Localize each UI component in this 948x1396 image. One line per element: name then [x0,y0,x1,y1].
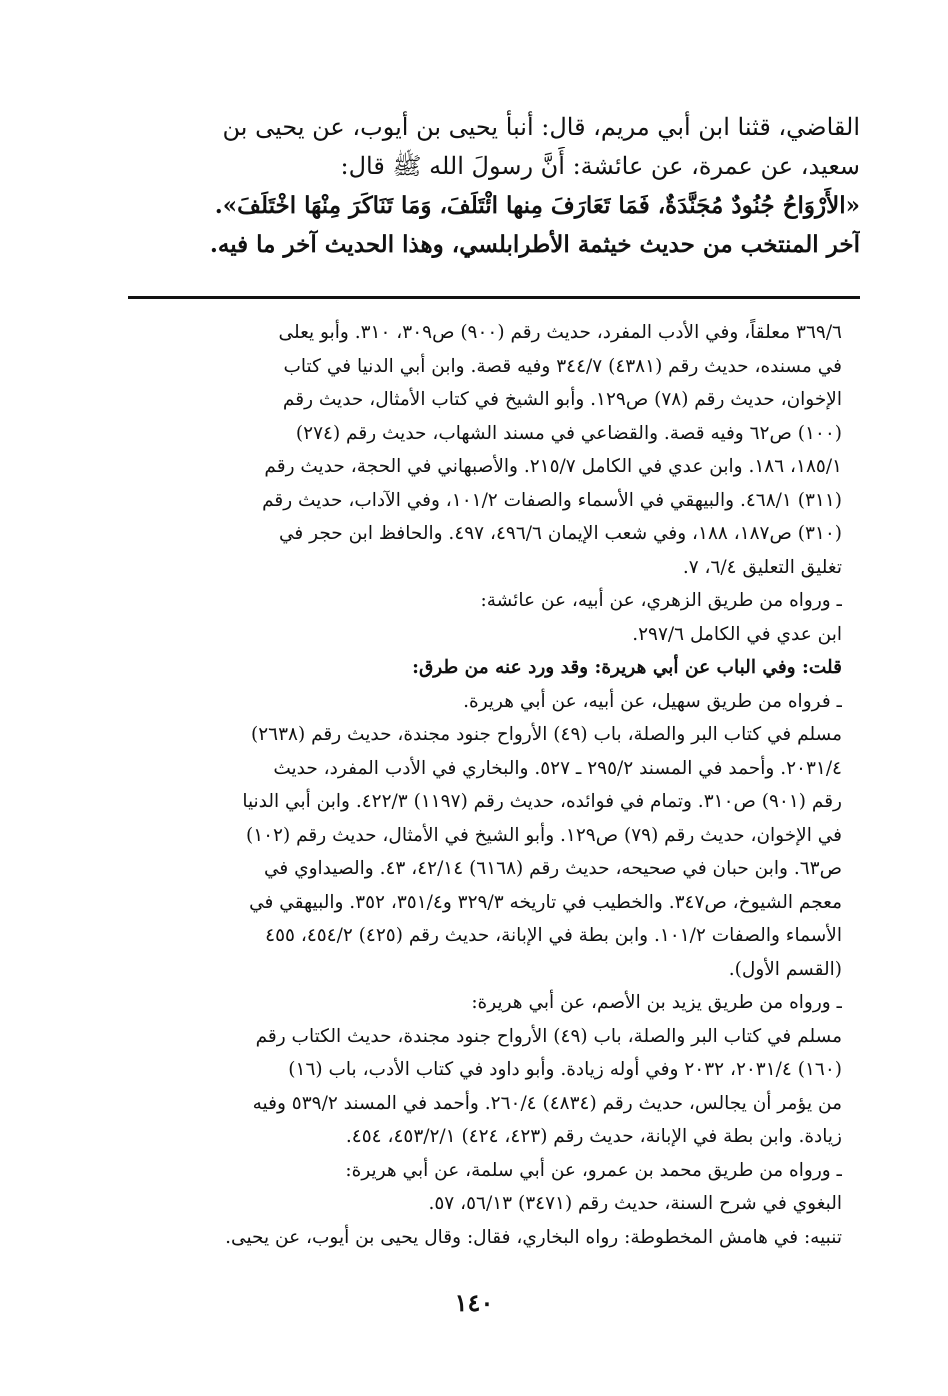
footnote-line: مسلم في كتاب البر والصلة، باب (٤٩) الأرواح جنود مجندة، حديث الكتاب رقم [255,1025,842,1047]
footnote-line: تغليق التعليق ٦/٤، ٧. [682,556,842,578]
hadith-text-line: «الأَرْوَاحُ جُنُودٌ مُجَنَّدَةٌ، فَمَا تَعَارَفَ مِنها ائْتَلَفَ، وَمَا تَنَاكَرَ مِنْهَا اخْتَلَفَ». [214,192,860,219]
footnote-line: ـ فرواه من طريق سهيل، عن أبيه، عن أبي هريرة. [463,690,842,712]
main-text-block [118,108,860,264]
footnote-line: (٣١٠) ص١٨٧، ١٨٨، وفي شعب الإيمان ٤٩٦/٦، ٤٩٧. والحافظ ابن حجر في [278,523,842,544]
footnote-line: ٣٦٩/٦ معلقاً، وفي الأدب المفرد، حديث رقم (٩٠٠) ص٣٠٩، ٣١٠. وأبو يعلى [278,322,842,343]
footnote-divider [128,296,860,299]
footnote-line: زيادة. وابن بطة في الإبانة، حديث رقم (٤٢٣، ٤٢٤) ٤٥٣/٢/١، ٤٥٤. [345,1126,842,1147]
footnote-line: ص٦٣. وابن حبان في صحيحه، حديث رقم (٦١٦٨) ٤٢/١٤، ٤٣. والصيداوي في [263,858,842,879]
main-text-line: سعيد، عن عمرة، عن عائشة: أَنَّ رسولَ الله ﷺ قال: [340,152,860,180]
footnote-line: مسلم في كتاب البر والصلة، باب (٤٩) الأرواح جنود مجندة، حديث رقم (٢٦٣٨) [251,724,842,745]
footnote-line: في مسنده، حديث رقم (٤٣٨١) ٣٤٤/٧ وفيه قصة. وابن أبي الدنيا في كتاب [283,355,842,377]
footnote-line: رقم (٩٠١) ص٣١٠. وتمام في فوائده، حديث رقم (١١٩٧) ٤٢٢/٣. وابن أبي الدنيا [242,791,842,812]
footnote-line: تنبيه: في هامش المخطوطة: رواه البخاري، فقال: وقال يحيى بن أيوب، عن يحيى. [225,1226,842,1248]
closing-text-line: آخر المنتخب من حديث خيثمة الأطرابلسي، وهذا الحديث آخر ما فيه. [209,231,860,258]
footnote-note-heading: قلت: وفي الباب عن أبي هريرة: وقد ورد عنه من طرق: [412,657,842,678]
footnote-line: من يؤمر أن يجالس، حديث رقم (٤٨٣٤) ٢٦٠/٤. وأحمد في المسند ٥٣٩/٢ وفيه [252,1092,842,1114]
footnote-line: الإخوان، حديث رقم (٧٨) ص١٢٩. وأبو الشيخ في كتاب الأمثال، حديث رقم [282,389,842,410]
footnote-line: البغوي في شرح السنة، حديث رقم (٣٤٧١) ٥٦/١٣، ٥٧. [428,1193,842,1214]
footnote-line: ـ ورواه من طريق محمد بن عمرو، عن أبي سلمة، عن أبي هريرة: [345,1159,842,1181]
footnote-line: ١٨٥/١، ١٨٦. وابن عدي في الكامل ٢١٥/٧. والأصبهاني في الحجة، حديث رقم [264,456,842,477]
footnote-line: (١٦٠) ٢٠٣١/٤، ٢٠٣٢ وفي أوله زيادة. وأبو داود في كتاب الأدب، باب (١٦) [288,1059,842,1080]
page-number: ١٤٠ [454,1288,494,1317]
footnote-line: ٢٠٣١/٤. وأحمد في المسند ٢٩٥/٢ ـ ٥٢٧. والبخاري في الأدب المفرد، حديث [273,757,842,779]
footnote-line: الأسماء والصفات ١٠١/٢. وابن بطة في الإبانة، حديث رقم (٤٢٥) ٤٥٤/٢، ٤٥٥ [265,925,842,946]
footnote-line: (١٠٠) ص٦٢ وفيه قصة. والقضاعي في مسند الشهاب، حديث رقم (٢٧٤) [295,422,842,444]
footnote-line: في الإخوان، حديث رقم (٧٩) ص١٢٩. وأبو الشيخ في الأمثال، حديث رقم (١٠٢) [245,824,842,846]
footnote-line: معجم الشيوخ، ص٣٤٧. والخطيب في تاريخه ٣٢٩/٣ و٣٥١/٤، ٣٥٢. والبيهقي في [249,891,842,913]
footnote-line: (٣١١) ٤٦٨/١. والبيهقي في الأسماء والصفات ١٠١/٢، وفي الآداب، حديث رقم [262,489,842,511]
footnotes-block [120,316,842,1254]
footnote-line: ـ ورواه من طريق الزهري، عن أبيه، عن عائشة: [480,590,842,611]
main-text-line: القاضي، قثنا ابن أبي مريم، قال: أنبأ يحيى بن أيوب، عن يحيى بن [222,113,860,141]
footnote-line: ـ ورواه من طريق يزيد بن الأصم، عن أبي هريرة: [471,992,842,1013]
footnote-line: (القسم الأول). [728,958,842,980]
footnote-line: ابن عدي في الكامل ٢٩٧/٦. [632,623,842,645]
